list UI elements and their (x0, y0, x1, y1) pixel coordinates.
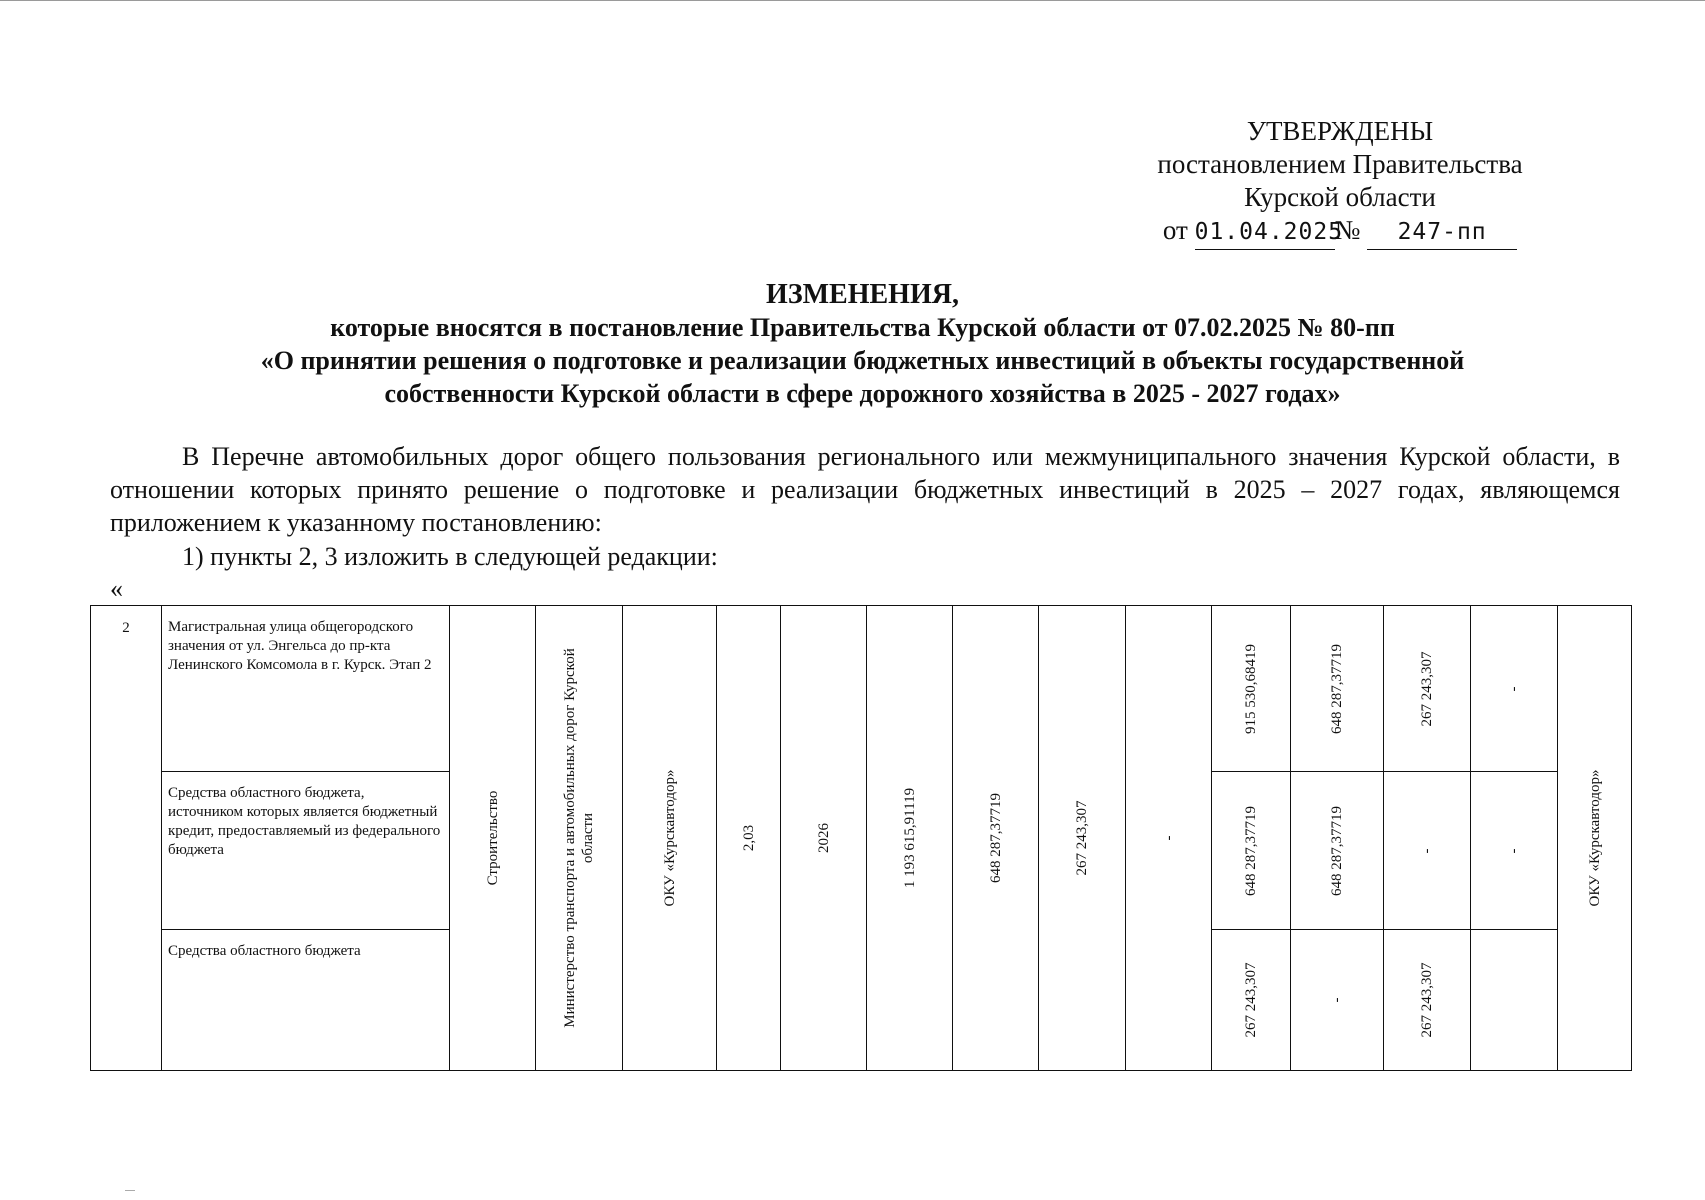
financing-cell (1291, 772, 1384, 930)
work-type-cell (450, 606, 536, 1071)
financing-cell (1212, 930, 1291, 1071)
cost-a-cell (953, 606, 1039, 1071)
opening-quote: « (110, 574, 123, 603)
funding-source-name: Средства областного бюджета, источником которых является бюджетный кредит, предоставляемый из федерального бюджета (162, 772, 450, 930)
state-customer: ОКУ «Курскавтодор» (661, 769, 678, 907)
item-1-text: 1) пункты 2, 3 изложить в следующей редакции: (182, 542, 718, 571)
row-number: 2 (91, 606, 162, 1071)
approved-by-line: постановлением Правительства (1157, 149, 1523, 179)
financing-cell (1384, 772, 1471, 930)
cost-c-cell (1126, 606, 1212, 1071)
financing-2025: 648 287,37719 (1329, 805, 1345, 896)
financing-cell (1212, 606, 1291, 772)
financing-2025: 648 287,37719 (1329, 643, 1345, 734)
approval-stamp (1130, 115, 1550, 250)
document-title (90, 278, 1635, 410)
title-line-2: которые вносятся в постановление Правительства Курской области от 07.02.2025 № 80-пп (330, 313, 1395, 342)
financing-total: 648 287,37719 (1243, 805, 1259, 896)
scan-top-edge (0, 0, 1705, 1)
financing-2026: - (1419, 848, 1435, 853)
body-paragraph: В Перечне автомобильных дорог общего пользования регионального или межмуниципального значения Курской области, в отношении которых принято решение о подготовке и реализации бюджетных инвестиций в 2025 – 2027 годах, являющемся приложением к указанному постановлению: (110, 442, 1620, 537)
financing-cell (1212, 772, 1291, 930)
table-row (91, 606, 1632, 772)
responsible-authority: Министерство транспорта и автомобильных дорог Курской области (562, 648, 596, 1028)
financing-2026: 267 243,307 (1419, 651, 1435, 726)
financing-total: 915 530,68419 (1243, 643, 1259, 734)
approved-heading: УТВЕРЖДЕНЫ (1246, 116, 1434, 146)
financing-cell (1471, 606, 1558, 772)
object-name: Магистральная улица общегородского значения от ул. Энгельса до пр-кта Ленинского Комсомола в г. Курск. Этап 2 (162, 606, 450, 772)
financing-2027: - (1506, 686, 1522, 691)
work-type: Строительство (484, 790, 501, 886)
cost-b: 267 243,307 (1074, 800, 1090, 876)
developer: ОКУ «Курскавтодор» (1586, 769, 1603, 907)
title-line-3: «О принятии решения о подготовке и реализации бюджетных инвестиций в объекты государственной (260, 346, 1465, 375)
scan-mark (125, 1190, 135, 1191)
approval-date-line (1130, 214, 1550, 250)
approval-date: 01.04.2025 (1195, 216, 1335, 250)
approval-number: 247-пп (1367, 216, 1517, 250)
financing-2027: - (1506, 848, 1522, 853)
date-prefix: от (1162, 215, 1188, 245)
financing-2026: 267 243,307 (1419, 962, 1435, 1038)
financing-cell (1471, 930, 1558, 1071)
financing-cell (1291, 606, 1384, 772)
financing-2025: - (1329, 997, 1345, 1003)
year-cell (781, 606, 867, 1071)
approved-region-line: Курской области (1244, 182, 1436, 212)
cost-a: 648 287,37719 (987, 793, 1004, 883)
total-cost: 1 193 615,91119 (901, 787, 918, 889)
amendment-table (90, 605, 1632, 1071)
financing-cell (1291, 930, 1384, 1071)
road-length: 2,03 (740, 824, 757, 852)
title-line-1: ИЗМЕНЕНИЯ, (766, 279, 959, 310)
cost-b-cell (1039, 606, 1126, 1071)
cost-c: - (1160, 835, 1177, 841)
financing-cell (1471, 772, 1558, 930)
number-prefix: № (1334, 215, 1361, 245)
commissioning-year: 2026 (815, 823, 832, 853)
total-cost-cell (867, 606, 953, 1071)
length-cell (717, 606, 781, 1071)
title-line-4: собственности Курской области в сфере дорожного хозяйства в 2025 - 2027 годах» (384, 379, 1341, 408)
financing-cell (1384, 606, 1471, 772)
developer-cell (1558, 606, 1632, 1071)
customer-cell (623, 606, 717, 1071)
responsible-cell (536, 606, 623, 1071)
financing-cell (1384, 930, 1471, 1071)
financing-total: 267 243,307 (1243, 962, 1259, 1038)
funding-source-name: Средства областного бюджета (162, 930, 450, 1071)
